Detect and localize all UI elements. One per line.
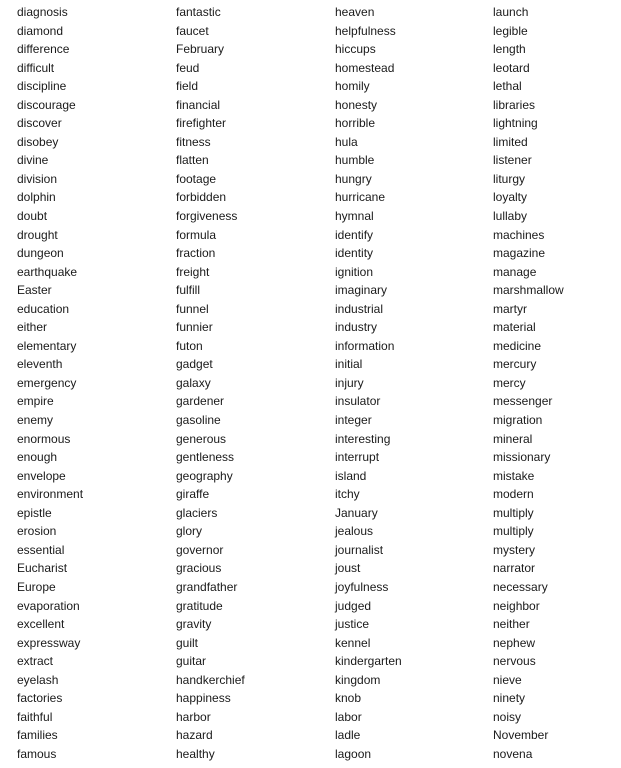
word-item: length [493, 42, 526, 57]
word-item: itchy [335, 487, 360, 502]
word-item: neighbor [493, 598, 540, 613]
word-item: freight [176, 264, 210, 279]
word-item: kindergarten [335, 654, 402, 669]
word-item: diagnosis [17, 5, 68, 19]
word-item: dungeon [17, 246, 64, 261]
word-item: martyr [493, 301, 527, 316]
word-item: field [176, 79, 199, 94]
word-item: listener [493, 153, 532, 168]
word-item: necessary [493, 579, 548, 594]
word-item: identity [335, 246, 374, 261]
word-column-3 [335, 3, 402, 763]
word-item: gratitude [176, 598, 223, 613]
word-item: famous [17, 746, 57, 761]
word-item: justice [335, 617, 370, 632]
word-item: novena [493, 746, 533, 761]
word-item: faithful [17, 709, 53, 724]
word-item: difficult [17, 60, 55, 75]
word-item: firefighter [176, 116, 227, 131]
word-item: information [335, 338, 395, 353]
word-item: limited [493, 134, 528, 149]
word-item: footage [176, 171, 217, 186]
word-item: handkerchief [176, 672, 245, 687]
word-item: medicine [493, 338, 542, 353]
word-item: island [335, 468, 367, 483]
word-item: feud [176, 60, 200, 75]
word-item: multiply [493, 505, 534, 520]
word-item: helpfulness [335, 23, 396, 38]
word-item: flatten [176, 153, 209, 168]
word-item: hazard [176, 728, 213, 743]
word-item: forbidden [176, 190, 227, 205]
word-item: industrial [335, 301, 384, 316]
word-item: gracious [176, 561, 222, 576]
word-item: homily [335, 79, 370, 94]
word-item: kingdom [335, 672, 381, 687]
word-item: guitar [176, 654, 207, 669]
word-item: heaven [335, 5, 375, 19]
word-item: liturgy [493, 171, 526, 186]
word-item: healthy [176, 746, 215, 761]
word-item: ninety [493, 691, 526, 706]
word-item: discourage [17, 97, 76, 112]
word-item: excellent [17, 617, 65, 632]
word-item: factories [17, 691, 63, 706]
word-column-4 [493, 3, 564, 763]
word-item: missionary [493, 450, 551, 465]
word-item: dolphin [17, 190, 56, 205]
word-item: mistake [493, 468, 535, 483]
word-item: ignition [335, 264, 374, 279]
word-item: mineral [493, 431, 533, 446]
word-item: nephew [493, 635, 536, 650]
word-item: judged [335, 598, 372, 613]
word-item: January [335, 505, 378, 520]
word-item: environment [17, 487, 84, 502]
word-item: diamond [17, 23, 64, 38]
word-item: joyfulness [335, 579, 389, 594]
word-item: jealous [335, 524, 374, 539]
word-item: knob [335, 691, 362, 706]
word-item: eyelash [17, 672, 59, 687]
word-item: honesty [335, 97, 378, 112]
word-item: disobey [17, 134, 59, 149]
word-item: machines [493, 227, 545, 242]
word-item: messenger [493, 394, 553, 409]
word-item: multiply [493, 524, 534, 539]
word-item: labor [335, 709, 362, 724]
word-item: erosion [17, 524, 57, 539]
word-item: Eucharist [17, 561, 68, 576]
word-item: grandfather [176, 579, 238, 594]
word-item: February [176, 42, 225, 57]
word-item: modern [493, 487, 534, 502]
word-item: governor [176, 542, 224, 557]
word-item: glaciers [176, 505, 218, 520]
word-item: material [493, 320, 536, 335]
word-item: lethal [493, 79, 522, 94]
word-item: formula [176, 227, 217, 242]
word-column-2 [176, 3, 245, 763]
word-item: hymnal [335, 209, 374, 224]
word-item: lightning [493, 116, 538, 131]
word-item: Easter [17, 283, 52, 298]
word-item: geography [176, 468, 233, 483]
word-item: launch [493, 5, 529, 19]
word-item: nieve [493, 672, 522, 687]
word-item: identify [335, 227, 374, 242]
word-item: discipline [17, 79, 67, 94]
word-item: noisy [493, 709, 522, 724]
word-item: marshmallow [493, 283, 564, 298]
word-item: earthquake [17, 264, 78, 279]
word-item: lagoon [335, 746, 372, 761]
word-item: gardener [176, 394, 225, 409]
word-item: discover [17, 116, 62, 131]
word-item: eleventh [17, 357, 63, 372]
word-item: journalist [335, 542, 384, 557]
word-item: ladle [335, 728, 361, 743]
word-item: kennel [335, 635, 371, 650]
word-item: horrible [335, 116, 376, 131]
word-item: envelope [17, 468, 66, 483]
word-item: glory [176, 524, 203, 539]
word-item: initial [335, 357, 363, 372]
word-item: harbor [176, 709, 211, 724]
word-item: gadget [176, 357, 213, 372]
word-item: fantastic [176, 5, 221, 19]
word-item: nervous [493, 654, 536, 669]
word-item: guilt [176, 635, 199, 650]
word-item: doubt [17, 209, 48, 224]
word-item: hurricane [335, 190, 386, 205]
word-item: imaginary [335, 283, 388, 298]
word-item: evaporation [17, 598, 80, 613]
word-item: division [17, 171, 58, 186]
word-item: generous [176, 431, 227, 446]
word-item: homestead [335, 60, 395, 75]
word-item: narrator [493, 561, 536, 576]
word-item: empire [17, 394, 54, 409]
word-item: fitness [176, 134, 211, 149]
word-item: hiccups [335, 42, 376, 57]
word-item: industry [335, 320, 378, 335]
word-item: giraffe [176, 487, 210, 502]
word-item: Europe [17, 579, 56, 594]
word-item: gentleness [176, 450, 235, 465]
word-item: magazine [493, 246, 546, 261]
word-item: insulator [335, 394, 381, 409]
word-item: enemy [17, 413, 54, 428]
word-item: expressway [17, 635, 81, 650]
word-item: happiness [176, 691, 231, 706]
word-item: divine [17, 153, 49, 168]
word-item: drought [17, 227, 58, 242]
word-item: November [493, 728, 549, 743]
word-item: legible [493, 23, 528, 38]
word-item: leotard [493, 60, 530, 75]
word-item: emergency [17, 375, 77, 390]
word-item: elementary [17, 338, 77, 353]
word-item: neither [493, 617, 530, 632]
word-item: interesting [335, 431, 391, 446]
word-item: futon [176, 338, 203, 353]
word-item: mercy [493, 375, 526, 390]
word-item: libraries [493, 97, 536, 112]
word-item: joust [335, 561, 361, 576]
word-item: galaxy [176, 375, 211, 390]
word-column-1 [17, 3, 83, 763]
word-item: epistle [17, 505, 52, 520]
word-item: interrupt [335, 450, 380, 465]
word-item: integer [335, 413, 372, 428]
word-item: education [17, 301, 70, 316]
word-item: gravity [176, 617, 212, 632]
word-item: hula [335, 134, 358, 149]
word-item: mystery [493, 542, 535, 557]
word-item: families [17, 728, 58, 743]
word-item: fulfill [176, 283, 201, 298]
word-item: mercury [493, 357, 537, 372]
word-item: funnel [176, 301, 209, 316]
word-item: enormous [17, 431, 71, 446]
word-item: essential [17, 542, 65, 557]
word-item: injury [335, 375, 364, 390]
word-item: either [17, 320, 48, 335]
word-item: forgiveness [176, 209, 238, 224]
word-item: financial [176, 97, 221, 112]
word-item: difference [17, 42, 70, 57]
word-item: enough [17, 450, 58, 465]
word-item: migration [493, 413, 543, 428]
word-item: fraction [176, 246, 216, 261]
word-item: faucet [176, 23, 209, 38]
word-item: hungry [335, 171, 372, 186]
word-item: manage [493, 264, 537, 279]
word-item: lullaby [493, 209, 528, 224]
word-item: gasoline [176, 413, 221, 428]
word-item: loyalty [493, 190, 528, 205]
word-item: extract [17, 654, 54, 669]
word-item: humble [335, 153, 375, 168]
word-item: funnier [176, 320, 213, 335]
